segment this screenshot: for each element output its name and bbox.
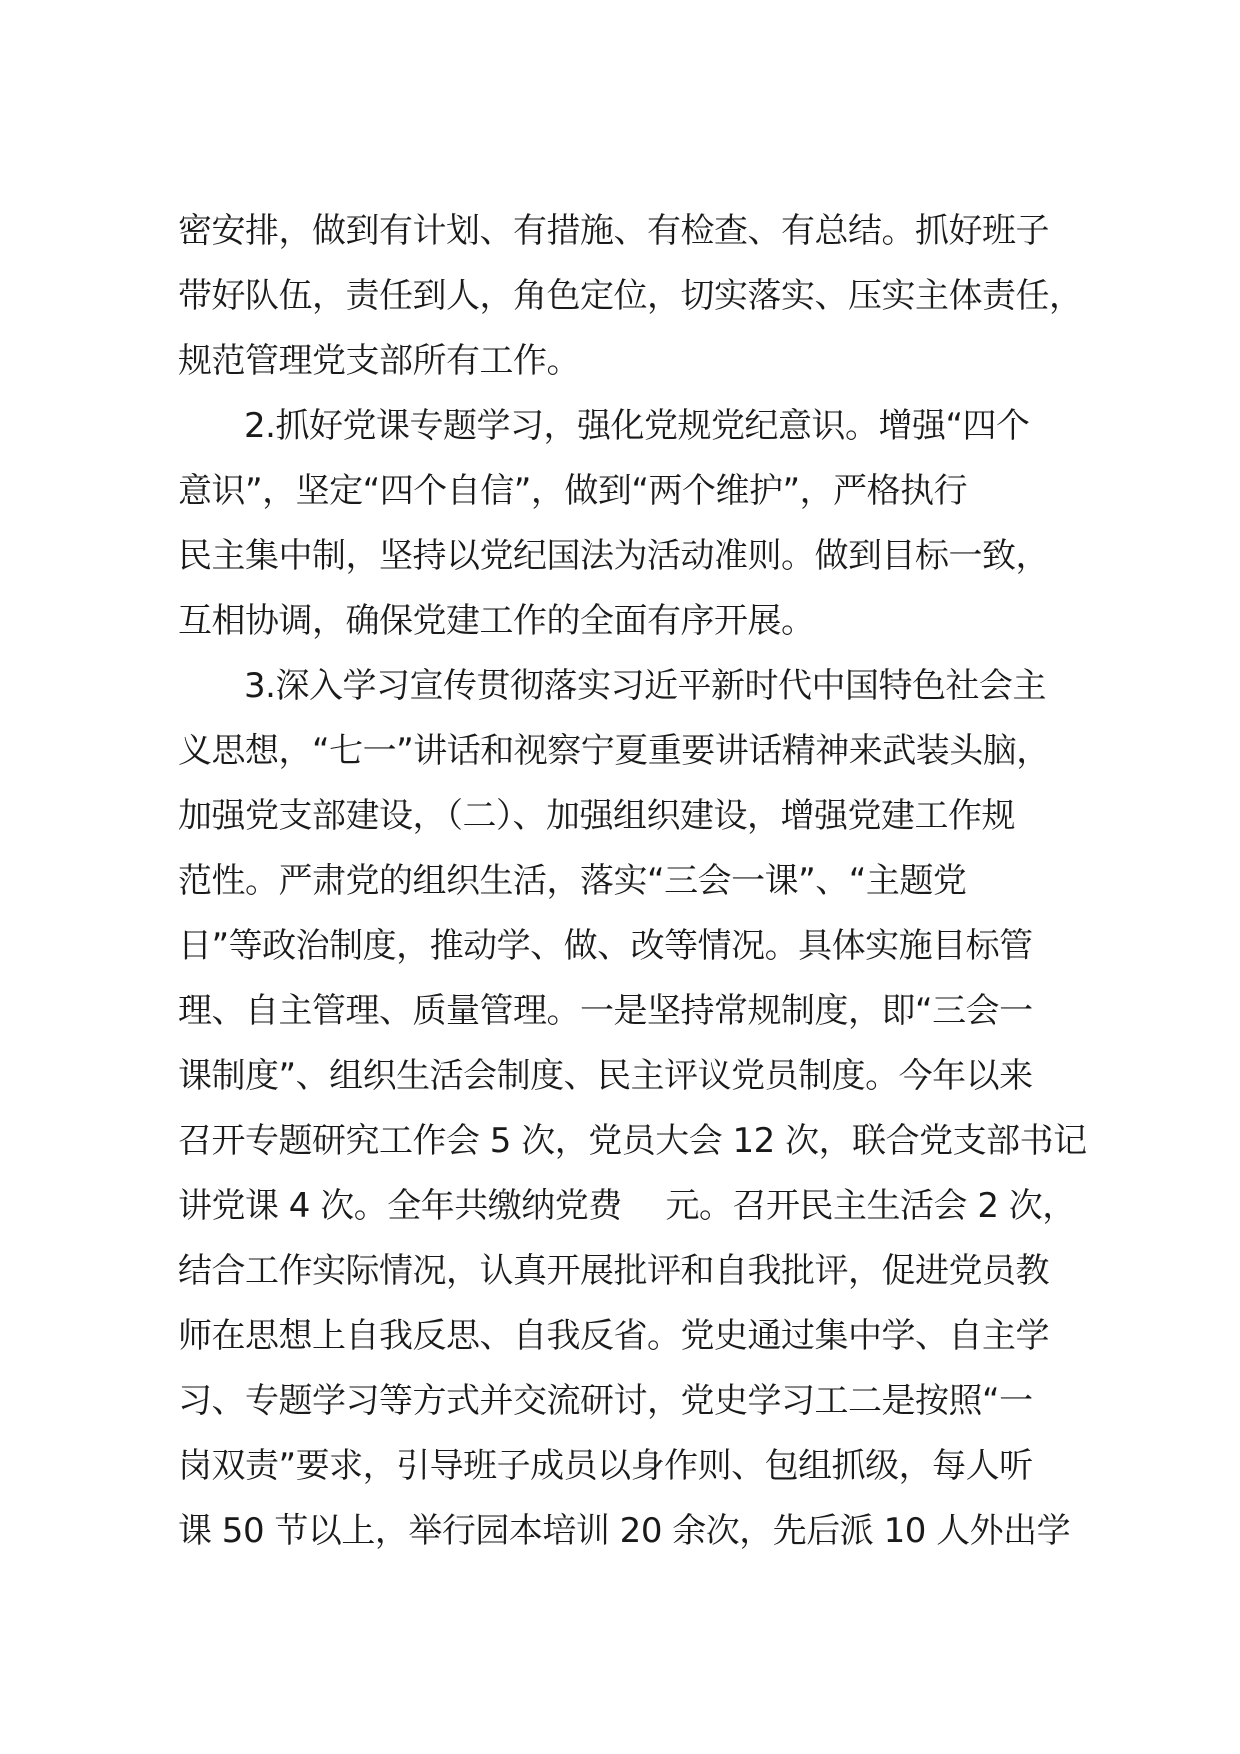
text-line: 加强党支部建设，（二）、加强组织建设，增强党建工作规	[178, 796, 1015, 836]
text-line: 密安排，做到有计划、有措施、有检查、有总结。抓好班子	[178, 211, 1049, 251]
text-line: 意识”，坚定“四个自信”，做到“两个维护”，严格执行	[178, 471, 968, 511]
text-line: 义思想，“七一”讲话和视察宁夏重要讲话精神来武装头脑，	[178, 731, 1050, 771]
text-line: 规范管理党支部所有工作。	[178, 341, 580, 381]
paragraph-3-start: 3.深入学习宣传贯彻落实习近平新时代中国特色社会主	[244, 666, 1046, 706]
text-line: 理、自主管理、质量管理。一是坚持常规制度，即“三会一	[178, 991, 1033, 1031]
text-line: 召开专题研究工作会 5 次，党员大会 12 次，联合党支部书记	[178, 1121, 1087, 1161]
paragraph-2-start: 2.抓好党课专题学习，强化党规党纪意识。增强“四个	[244, 406, 1030, 446]
text-line: 范性。严肃党的组织生活，落实“三会一课”、“主题党	[178, 861, 967, 901]
text-line: 结合工作实际情况，认真开展批评和自我批评，促进党员教	[178, 1251, 1049, 1291]
text-line: 互相协调，确保党建工作的全面有序开展。	[178, 601, 815, 641]
document-body	[178, 199, 1087, 1564]
text-line: 日”等政治制度，推动学、做、改等情况。具体实施目标管	[178, 926, 1033, 966]
text-line: 民主集中制，坚持以党纪国法为活动准则。做到目标一致，	[178, 536, 1049, 576]
text-line: 课制度”、组织生活会制度、民主评议党员制度。今年以来	[178, 1056, 1033, 1096]
text-line: 师在思想上自我反思、自我反省。党史通过集中学、自主学	[178, 1316, 1049, 1356]
text-line: 课 50 节以上，举行园本培训 20 余次，先后派 10 人外出学	[178, 1511, 1071, 1551]
text-line: 带好队伍，责任到人，角色定位，切实落实、压实主体责任，	[178, 276, 1083, 316]
text-line: 习、专题学习等方式并交流研讨，党史学习工二是按照“一	[178, 1381, 1033, 1421]
text-line: 岗双责”要求，引导班子成员以身作则、包组抓级，每人听	[178, 1446, 1033, 1486]
text-line: 讲党课 4 次。全年共缴纳党费 元。召开民主生活会 2 次，	[178, 1186, 1076, 1226]
